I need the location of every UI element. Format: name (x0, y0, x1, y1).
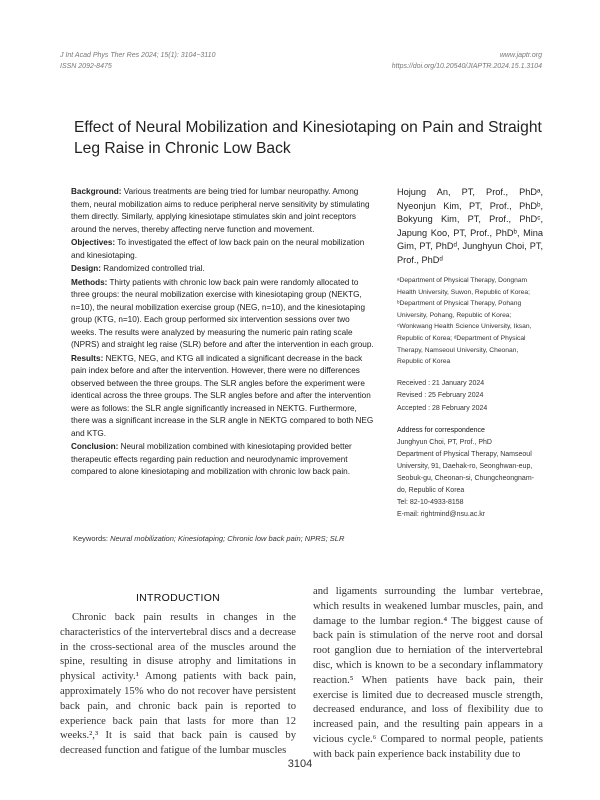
abstract-background: Background: Various treatments are being tried for lumbar neuropathy. Among them, neural mobilization aims to reduce peripheral nerve sensitivity by stimulating them directly. Similarly, applying kinesiotape stimulates skin and joint receptors around the nerves, thereby affecting nerve function and movement. (71, 187, 370, 234)
issn: ISSN 2092-8475 (60, 63, 112, 70)
page-number: 3104 (287, 758, 313, 770)
correspondence (397, 425, 543, 521)
journal-website[interactable]: www.japtr.org (499, 52, 542, 59)
correspondence-address: Department of Physical Therapy, Namseoul University, 91, Daehak-ro, Seonghwan-eup, Seobuk-gu, Cheonan-si, Chungcheongnam-do, Republic of Korea (397, 451, 534, 495)
accepted-date: Accepted : 28 February 2024 (397, 404, 488, 412)
keywords-list: Neural mobilization; Kinesiotaping; Chronic low back pain; NPRS; SLR (108, 534, 345, 543)
author-info-column (397, 186, 543, 521)
running-header-right (392, 50, 542, 72)
running-header-left (60, 50, 215, 72)
article-title: Effect of Neural Mobilization and Kinesiotaping on Pain and Straight Leg Raise in Chronic Low Back (74, 119, 542, 157)
intro-paragraph-1-continued: and ligaments surrounding the lumbar vertebrae, which results in weakened lumbar muscles, pain, and damage to the lumbar region.⁴ The biggest cause of back pain is stimulation of the nerve root and dorsal root ganglion due to herniation of the intervertebral disc, which is known to be a secondary inflammatory reaction.⁵ When patients have back pain, their exercise is limited due to decreased muscle strength, decreased endurance, and loss of flexibility due to increased pain, and the resulting pain appears in a vicious cycle.⁶ Compared to normal people, patients with back pain experience back instability due to (313, 586, 543, 760)
correspondence-name: Junghyun Choi, PT, Prof., PhD (397, 439, 492, 447)
author-list: Hojung An, PT, Prof., PhDᵃ, Nyeonjun Kim, PT, Prof., PhDᵇ, Bokyung Kim, PT, Prof., PhDᶜ, Japung Koo, PT, Prof., PhDᵇ, Mina Gim, PT, PhDᵈ, Junghyun Choi, PT, Prof., PhDᵈ (397, 187, 543, 265)
keywords (73, 534, 543, 543)
abstract-conclusion: Conclusion: Neural mobilization combined with kinesiotaping provided better therapeutic effects regarding pain reduction and neurodynamic improvement compared to alone kinesiotaping and mobilization with chronic low back pain. (71, 442, 352, 476)
abstract-objectives: Objectives: To investigated the effect of low back pain on the neural mobilization and kinesiotaping. (71, 238, 365, 260)
received-date: Received : 21 January 2024 (397, 379, 485, 387)
body-column-left (60, 611, 296, 759)
doi-link[interactable]: https://doi.org/10.20540/JIAPTR.2024.15.1.3104 (391, 63, 542, 70)
affiliations: ᵃDepartment of Physical Therapy, Dongnam Health University, Suwon, Republic of Korea; ᵇDepartment of Physical Therapy, Pohang University, Pohang, Republic of Korea; ᶜWonkwang Health Science University, Iksan, Republic of Korea; ᵈDepartment of Physical Therapy, Namseoul University, Cheonan, Republic of Korea (397, 277, 532, 366)
journal-citation: J Int Acad Phys Ther Res 2024; 15(1): 3104−3110 (60, 52, 216, 59)
abstract-design: Design: Randomized controlled trial. (71, 264, 205, 273)
correspondence-heading: Address for correspondence (397, 427, 485, 435)
intro-paragraph-1: Chronic back pain results in changes in the characteristics of the intervertebral discs and a decrease in the cross-sectional area of the muscles around the spine, resulting in disuse atrophy and limitations in physical activity.¹ Among patients with back pain, approximately 15% who do not recover have persistent back pain, and chronic back pain is reported to experience back pain that lasts for more than 12 weeks.²,³ It is said that back pain is caused by decreased function and fatigue of the lumbar muscles (60, 612, 296, 757)
correspondence-email[interactable]: E-mail: rightmind@nsu.ac.kr (397, 511, 486, 519)
body-column-right (313, 585, 543, 763)
abstract-methods: Methods: Thirty patients with chronic low back pain were randomly allocated to three groups: the neural mobilization exercise with kinesiotaping group (NEKTG, n=10), the neural mobilization exercise group (NEG, n=10), and the kinesiotaping group (KTG, n=10). Each group performed six intervention sessions over two weeks. The results were analyzed by measuring the numeric pain rating scale (NPRS) and straight leg raise (SLR) before and after the intervention in each group. (71, 277, 374, 349)
revised-date: Revised : 25 February 2024 (397, 392, 484, 400)
keywords-label: Keywords: (73, 534, 109, 543)
section-heading-introduction: INTRODUCTION (135, 592, 221, 604)
article-dates (397, 378, 543, 416)
abstract-results: Results: NEKTG, NEG, and KTG all indicated a significant decrease in the back pain index before and after the intervention. However, there were no differences observed between the three groups. The SLR angles before the experiment were identical across the three groups. The SLR angles before and after the intervention were as follows: the SLR angle significantly increased in NEKTG. Furthermore, there was a significant increase in the SLR angle in NEKTG compared to both NEG and KTG. (71, 353, 374, 438)
abstract (71, 186, 377, 480)
correspondence-tel: Tel: 82-10-4933-8158 (397, 499, 464, 507)
